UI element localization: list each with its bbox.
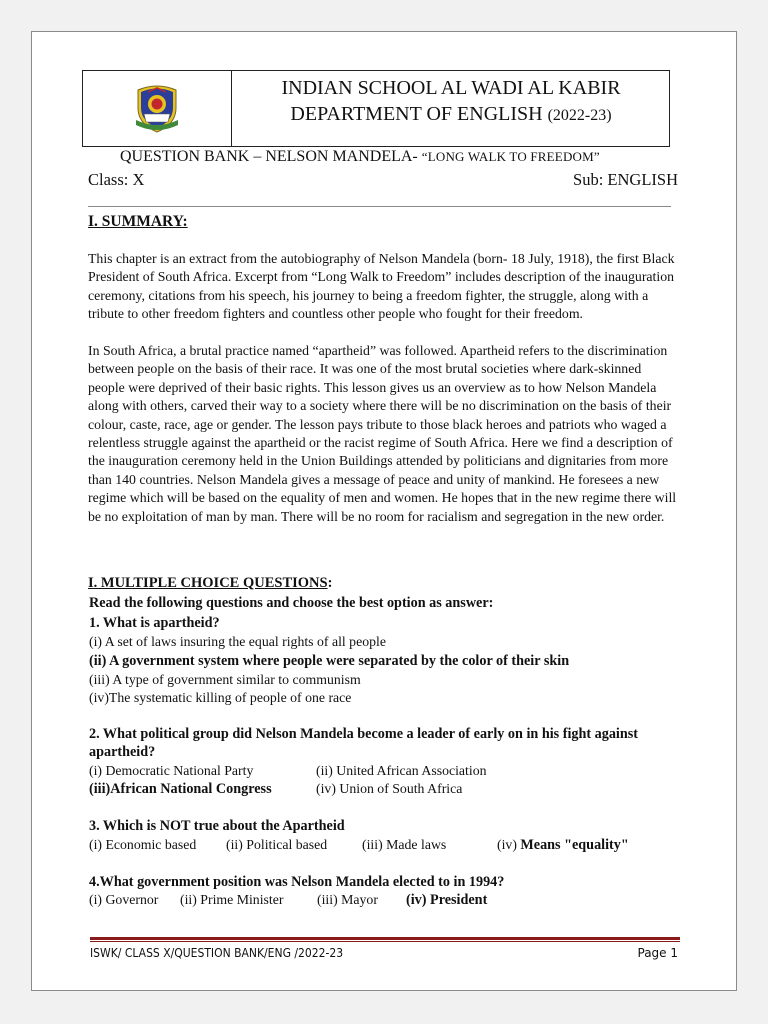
school-name: INDIAN SCHOOL AL WADI AL KABIR xyxy=(281,77,621,99)
q1-option-2-answer: (ii) A government system where people were separated by the color of their skin xyxy=(89,653,570,669)
subject-label: Sub: ENGLISH xyxy=(573,170,678,189)
q3-option-4-prefix: (iv) xyxy=(497,837,521,852)
department-line xyxy=(231,101,671,129)
header-table xyxy=(82,70,670,147)
question-bank-title xyxy=(120,148,600,166)
footer-rule-thick xyxy=(90,937,680,940)
department-name: DEPARTMENT OF ENGLISH xyxy=(290,103,548,125)
q2-option-2: (ii) United African Association xyxy=(316,763,487,778)
q4-option-4-answer: (iv) President xyxy=(406,892,488,908)
mcq-instruction: Read the following questions and choose the best option as answer: xyxy=(89,595,494,611)
q4-option-3: (iii) Mayor xyxy=(317,892,378,907)
logo-cell xyxy=(83,71,232,146)
question-2-line-1: 2. What political group did Nelson Mandela become a leader of early on in his fight against xyxy=(89,726,639,742)
question-4: 4.What government position was Nelson Mandela elected to in 1994? xyxy=(89,874,505,890)
school-logo-icon xyxy=(130,84,184,134)
q2-option-4: (iv) Union of South Africa xyxy=(316,781,463,796)
q3-option-4 xyxy=(497,837,629,854)
mcq-heading-colon: : xyxy=(327,575,333,591)
academic-year: (2022-23) xyxy=(547,107,612,124)
q3-option-2: (ii) Political based xyxy=(226,837,328,852)
q1-option-4: (iv)The systematic killing of people of one race xyxy=(89,690,352,705)
question-3: 3. Which is NOT true about the Apartheid xyxy=(89,818,345,834)
question-bank-main: QUESTION BANK – NELSON MANDELA- xyxy=(120,148,422,165)
summary-heading: I. SUMMARY: xyxy=(88,213,188,230)
header-divider xyxy=(88,206,671,207)
q3-option-1: (i) Economic based xyxy=(89,837,197,852)
footer-page-number: Page 1 xyxy=(637,946,678,960)
class-label: Class: X xyxy=(88,170,145,189)
q3-option-4-answer: Means "equality" xyxy=(520,837,629,853)
summary-paragraph-2: In South Africa, a brutal practice named “apartheid” was followed. Apartheid refers to the discrimination between people on the basis of their race. It was one of the most brutal societies where dark-skinned people were deprived of their basic rights. This lesson gives us an overview as to how Nelson Mandela along with others, carved their way to a society where there will be no discrimination on the basis of their colour, caste, race, age or gender. The lesson pays tribute to those black heroes and patriots who waged a relentless struggle against the apartheid or the racist regime of South Africa. Here we find a description of the inauguration ceremony held in the Union Buildings attended by politicians and dignitaries from more than 140 countries. Nelson Mandela gives a message of peace and unity of mankind. He foresees a new regime which will be based on the equality of men and women. He hopes that in the new regime there will be no exploitation of man by man. There will be no room for racialism and segregation in the new order. xyxy=(88,343,677,524)
mcq-heading xyxy=(88,575,332,592)
q3-option-3: (iii) Made laws xyxy=(362,837,447,852)
summary-paragraph-1: This chapter is an extract from the autobiography of Nelson Mandela (born- 18 July, 1918), the first Black President of South Africa. Excerpt from “Long Walk to Freedom” includes description of the inauguration ceremony, citations from his speech, his journey to being a freedom fighter, the struggle, along with a tribute to other freedom fighters and countless other people who fought for their freedom. xyxy=(88,251,675,322)
mcq-heading-text: I. MULTIPLE CHOICE QUESTIONS xyxy=(88,575,328,591)
footer-rule-thin xyxy=(90,941,680,942)
chapter-title: “LONG WALK TO FREEDOM” xyxy=(421,149,600,164)
question-1: 1. What is apartheid? xyxy=(89,615,220,631)
q1-option-1: (i) A set of laws insuring the equal rights of all people xyxy=(89,634,386,649)
school-heading xyxy=(231,75,671,129)
q1-option-3: (iii) A type of government similar to communism xyxy=(89,672,361,687)
footer-document-code: ISWK/ CLASS X/QUESTION BANK/ENG /2022-23 xyxy=(90,946,344,960)
q2-option-3-answer: (iii)African National Congress xyxy=(89,781,272,797)
q2-option-1: (i) Democratic National Party xyxy=(89,763,254,778)
q4-option-1: (i) Governor xyxy=(89,892,159,907)
question-2-line-2: apartheid? xyxy=(89,744,156,760)
q4-option-2: (ii) Prime Minister xyxy=(180,892,284,907)
